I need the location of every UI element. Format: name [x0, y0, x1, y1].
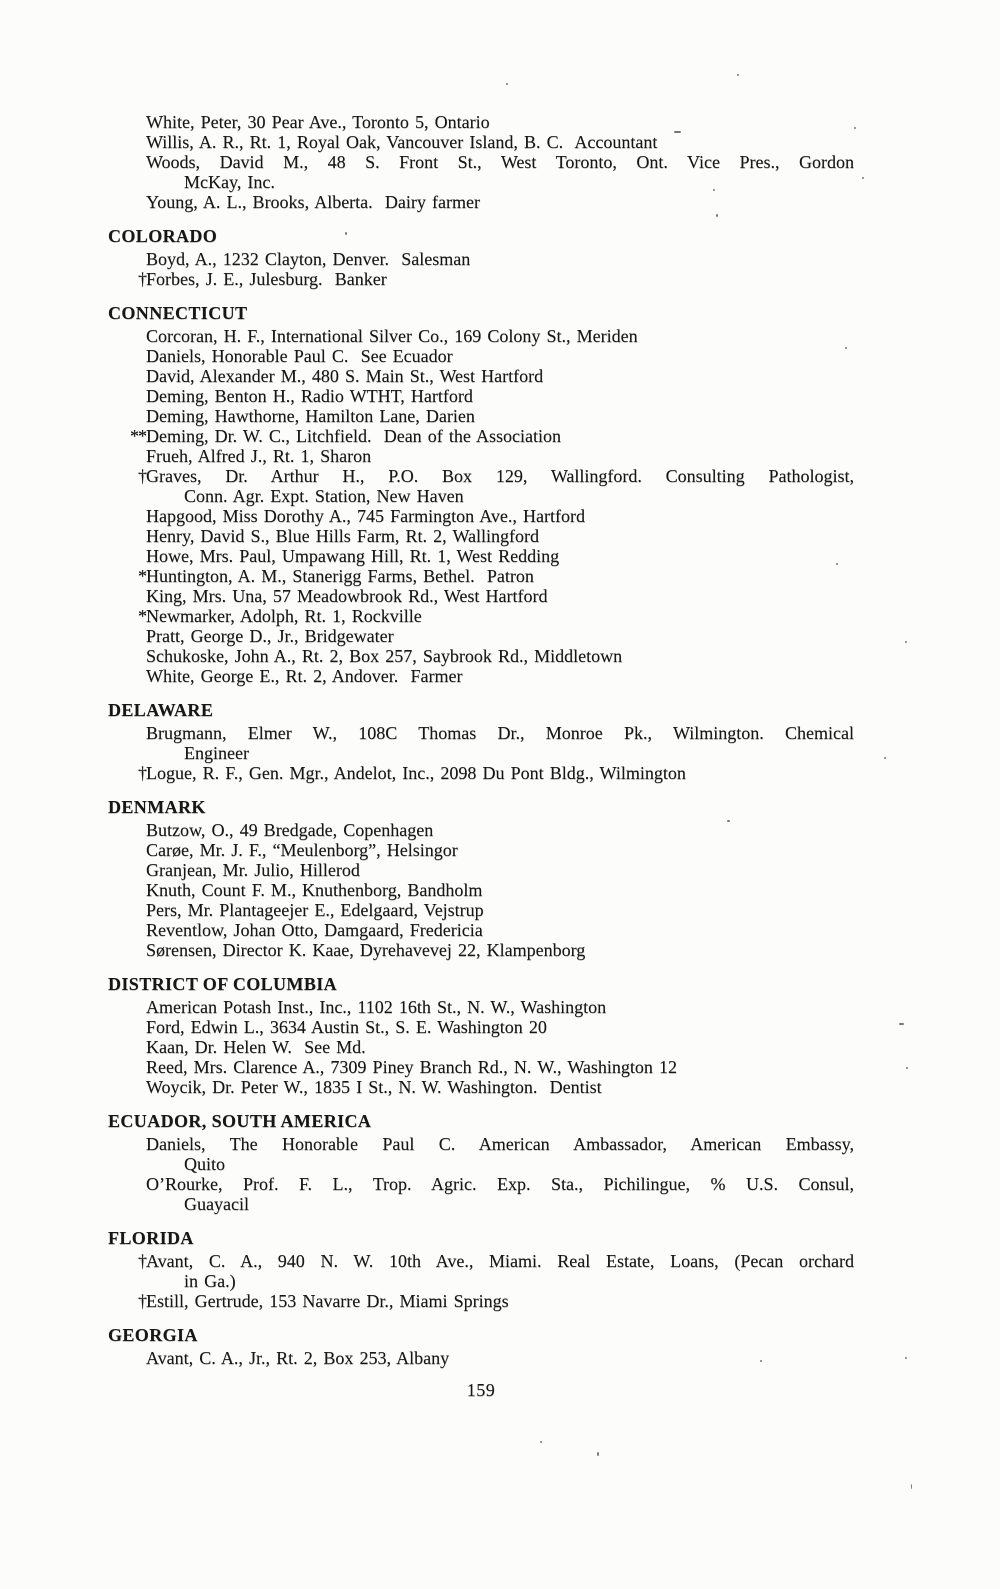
scan-speck: [845, 347, 847, 349]
directory-entry: [108, 1348, 854, 1368]
section-heading: CONNECTICUT: [108, 303, 248, 323]
directory-entry: [108, 1057, 854, 1077]
scan-speck: [506, 83, 508, 85]
entry-mark: †: [138, 1291, 146, 1311]
directory-entry: [108, 326, 854, 346]
scan-speck: [716, 214, 718, 217]
scan-speck: [854, 127, 856, 129]
entry-line: [146, 192, 854, 212]
directory-entry: [108, 1251, 854, 1291]
entry-text: Reventlow, Johan Otto, Damgaard, Fredericia: [146, 920, 483, 940]
directory-entry: [108, 466, 854, 506]
scan-speck: [905, 641, 907, 643]
entry-text: Sørensen, Director K. Kaae, Dyrehavevej 22, Klampenborg: [146, 940, 586, 960]
entry-text: Corcoran, H. F., International Silver Co., 169 Colony St., Meriden: [146, 326, 638, 346]
entry-text: Hapgood, Miss Dorothy A., 745 Farmington Ave., Hartford: [146, 506, 585, 526]
entry-line: [146, 997, 854, 1017]
entry-line: [146, 366, 854, 386]
entry-line: [138, 466, 854, 486]
entry-text: Howe, Mrs. Paul, Umpawang Hill, Rt. 1, West Redding: [146, 546, 560, 566]
directory-entry: [108, 406, 854, 426]
entry-line: [146, 112, 854, 132]
entry-text: Deming, Benton H., Radio WTHT, Hartford: [146, 386, 473, 406]
directory-entry: [108, 546, 854, 566]
directory-section: [108, 112, 854, 212]
directory-entry: [108, 920, 854, 940]
directory-entry: [108, 1077, 854, 1097]
directory-entry: [108, 346, 854, 366]
entry-text: American Potash Inst., Inc., 1102 16th St., N. W., Washington: [146, 997, 607, 1017]
entry-text: Avant, C. A., Jr., Rt. 2, Box 253, Albany: [146, 1348, 450, 1368]
entry-text: O’Rourke, Prof. F. L., Trop. Agric. Exp. Sta., Pichilingue, % U.S. Consul,: [146, 1174, 854, 1194]
entry-continuation: Quito: [184, 1154, 226, 1174]
directory-entry: [108, 566, 854, 586]
directory-entry: [108, 626, 854, 646]
directory-entry: [108, 366, 854, 386]
entry-line: [146, 586, 854, 606]
directory-section: [108, 226, 854, 289]
directory-section: [108, 797, 854, 960]
entry-text: Pers, Mr. Plantageejer E., Edelgaard, Vejstrup: [146, 900, 484, 920]
section-heading: GEORGIA: [108, 1325, 198, 1345]
scan-speck: [905, 1357, 907, 1359]
entry-line: [146, 546, 854, 566]
directory-entry: [108, 820, 854, 840]
scan-speck: [899, 1023, 904, 1025]
directory-entry: [108, 132, 854, 152]
entry-line: [146, 346, 854, 366]
scan-speck: [674, 131, 681, 133]
entry-text: Deming, Dr. W. C., Litchfield. Dean of the Association: [146, 426, 562, 446]
entry-line: [146, 723, 854, 743]
section-heading: DELAWARE: [108, 700, 214, 720]
directory-entry: [108, 666, 854, 686]
entry-line: [138, 606, 854, 626]
directory-sections: [108, 112, 854, 1368]
entry-text: King, Mrs. Una, 57 Meadowbrook Rd., West Hartford: [146, 586, 548, 606]
directory-entry: [108, 192, 854, 212]
directory-entry: [108, 1037, 854, 1057]
entry-text: Woycik, Dr. Peter W., 1835 I St., N. W. Washington. Dentist: [146, 1077, 602, 1097]
scan-speck: [760, 1360, 762, 1362]
entry-line: [146, 1037, 854, 1057]
entry-line: [146, 626, 854, 646]
entry-text: Granjean, Mr. Julio, Hillerod: [146, 860, 360, 880]
entry-text: Ford, Edwin L., 3634 Austin St., S. E. Washington 20: [146, 1017, 547, 1037]
directory-page: [108, 112, 854, 1400]
directory-entry: [108, 940, 854, 960]
entry-line: [146, 1348, 854, 1368]
directory-entry: [108, 386, 854, 406]
scan-speck: [713, 189, 715, 191]
entry-line: [146, 526, 854, 546]
entry-text: White, Peter, 30 Pear Ave., Toronto 5, Ontario: [146, 112, 490, 132]
entry-line: [138, 763, 854, 783]
directory-section: [108, 1111, 854, 1214]
entry-line: [146, 249, 854, 269]
directory-section: [108, 1228, 854, 1311]
entry-continuation: Guayacil: [184, 1194, 249, 1214]
entry-text: Young, A. L., Brooks, Alberta. Dairy farmer: [146, 192, 480, 212]
entry-line: [146, 1057, 854, 1077]
scan-speck: [737, 74, 739, 76]
directory-entry: [108, 860, 854, 880]
entry-line: [146, 820, 854, 840]
entry-line: [146, 1134, 854, 1154]
directory-section: [108, 974, 854, 1097]
entry-mark: †: [138, 269, 146, 289]
entry-text: Kaan, Dr. Helen W. See Md.: [146, 1037, 366, 1057]
entry-line: [146, 920, 854, 940]
entry-line: [146, 860, 854, 880]
entry-line: [146, 406, 854, 426]
entry-text: Reed, Mrs. Clarence A., 7309 Piney Branch Rd., N. W., Washington 12: [146, 1057, 677, 1077]
directory-entry: [108, 112, 854, 132]
entry-text: Pratt, George D., Jr., Bridgewater: [146, 626, 394, 646]
directory-entry: [108, 426, 854, 446]
scan-speck: [727, 820, 730, 822]
entry-line: [146, 506, 854, 526]
directory-entry: [108, 606, 854, 626]
scan-speck: [540, 1441, 542, 1443]
directory-entry: [108, 997, 854, 1017]
entry-text: Graves, Dr. Arthur H., P.O. Box 129, Wallingford. Consulting Pathologist,: [146, 466, 854, 486]
directory-entry: [108, 1017, 854, 1037]
scan-speck: [345, 232, 347, 235]
section-heading: DENMARK: [108, 797, 206, 817]
directory-entry: [108, 646, 854, 666]
entry-line: [146, 940, 854, 960]
scan-speck: [836, 563, 838, 565]
entry-continuation: Engineer: [184, 743, 249, 763]
entry-text: David, Alexander M., 480 S. Main St., West Hartford: [146, 366, 544, 386]
directory-entry: [108, 900, 854, 920]
entry-line: [138, 566, 854, 586]
scan-speck: [884, 757, 886, 759]
entry-line: [146, 1017, 854, 1037]
entry-line: [146, 386, 854, 406]
entry-text: Daniels, Honorable Paul C. See Ecuador: [146, 346, 453, 366]
entry-text: Frueh, Alfred J., Rt. 1, Sharon: [146, 446, 372, 466]
entry-mark: †: [138, 1251, 146, 1271]
directory-section: [108, 700, 854, 783]
entry-text: Daniels, The Honorable Paul C. American Ambassador, American Embassy,: [146, 1134, 854, 1154]
directory-entry: [108, 840, 854, 860]
directory-section: [108, 303, 854, 686]
entry-text: Deming, Hawthorne, Hamilton Lane, Darien: [146, 406, 475, 426]
entry-text: Brugmann, Elmer W., 108C Thomas Dr., Monroe Pk., Wilmington. Chemical: [146, 723, 854, 743]
entry-mark: †: [138, 466, 146, 486]
entry-text: Henry, David S., Blue Hills Farm, Rt. 2, Wallingford: [146, 526, 539, 546]
entry-line: [146, 666, 854, 686]
directory-entry: [108, 1291, 854, 1311]
page-number: 159: [466, 1380, 496, 1400]
directory-entry: [108, 446, 854, 466]
entry-mark: †: [138, 763, 146, 783]
scan-speck: [906, 1067, 908, 1069]
directory-entry: [108, 763, 854, 783]
entry-line: [146, 840, 854, 860]
directory-entry: [108, 506, 854, 526]
section-heading: COLORADO: [108, 226, 218, 246]
entry-line: [146, 646, 854, 666]
directory-entry: [108, 880, 854, 900]
entry-line: [130, 426, 854, 446]
directory-entry: [108, 249, 854, 269]
entry-text: Logue, R. F., Gen. Mgr., Andelot, Inc., 2098 Du Pont Bldg., Wilmington: [146, 763, 686, 783]
entry-line: [138, 1291, 854, 1311]
entry-mark: *: [138, 606, 146, 626]
entry-line: [146, 446, 854, 466]
entry-text: Woods, David M., 48 S. Front St., West Toronto, Ont. Vice Pres., Gordon: [146, 152, 854, 172]
directory-entry: [108, 723, 854, 763]
entry-mark: *: [138, 566, 146, 586]
entry-text: Butzow, O., 49 Bredgade, Copenhagen: [146, 820, 434, 840]
directory-entry: [108, 526, 854, 546]
entry-text: Estill, Gertrude, 153 Navarre Dr., Miami Springs: [146, 1291, 509, 1311]
entry-text: Willis, A. R., Rt. 1, Royal Oak, Vancouver Island, B. C. Accountant: [146, 132, 658, 152]
entry-text: White, George E., Rt. 2, Andover. Farmer: [146, 666, 463, 686]
entry-text: Knuth, Count F. M., Knuthenborg, Bandholm: [146, 880, 483, 900]
entry-line: [138, 269, 854, 289]
entry-text: Boyd, A., 1232 Clayton, Denver. Salesman: [146, 249, 471, 269]
directory-entry: [108, 586, 854, 606]
entry-line: [146, 1174, 854, 1194]
entry-line: [146, 132, 854, 152]
directory-entry: [108, 152, 854, 192]
entry-mark: **: [130, 426, 146, 446]
entry-line: [146, 326, 854, 346]
directory-entry: [108, 1174, 854, 1214]
scan-speck: [597, 1452, 599, 1456]
entry-text: Forbes, J. E., Julesburg. Banker: [146, 269, 387, 289]
entry-text: Schukoske, John A., Rt. 2, Box 257, Saybrook Rd., Middletown: [146, 646, 623, 666]
entry-text: Huntington, A. M., Stanerigg Farms, Bethel. Patron: [146, 566, 534, 586]
entry-text: Avant, C. A., 940 N. W. 10th Ave., Miami. Real Estate, Loans, (Pecan orchard: [146, 1251, 854, 1271]
directory-entry: [108, 1134, 854, 1174]
scan-speck: [911, 1484, 912, 1489]
directory-section: [108, 1325, 854, 1368]
section-heading: FLORIDA: [108, 1228, 194, 1248]
entry-continuation: Conn. Agr. Expt. Station, New Haven: [184, 486, 464, 506]
entry-continuation: in Ga.): [184, 1271, 236, 1291]
entry-line: [146, 1077, 854, 1097]
scan-speck: [862, 177, 864, 179]
directory-entry: [108, 269, 854, 289]
entry-line: [146, 900, 854, 920]
entry-text: Newmarker, Adolph, Rt. 1, Rockville: [146, 606, 422, 626]
entry-continuation: McKay, Inc.: [184, 172, 275, 192]
section-heading: ECUADOR, SOUTH AMERICA: [108, 1111, 372, 1131]
entry-line: [146, 152, 854, 172]
section-heading: DISTRICT OF COLUMBIA: [108, 974, 338, 994]
entry-line: [146, 880, 854, 900]
entry-text: Carøe, Mr. J. F., “Meulenborg”, Helsingor: [146, 840, 458, 860]
entry-line: [138, 1251, 854, 1271]
